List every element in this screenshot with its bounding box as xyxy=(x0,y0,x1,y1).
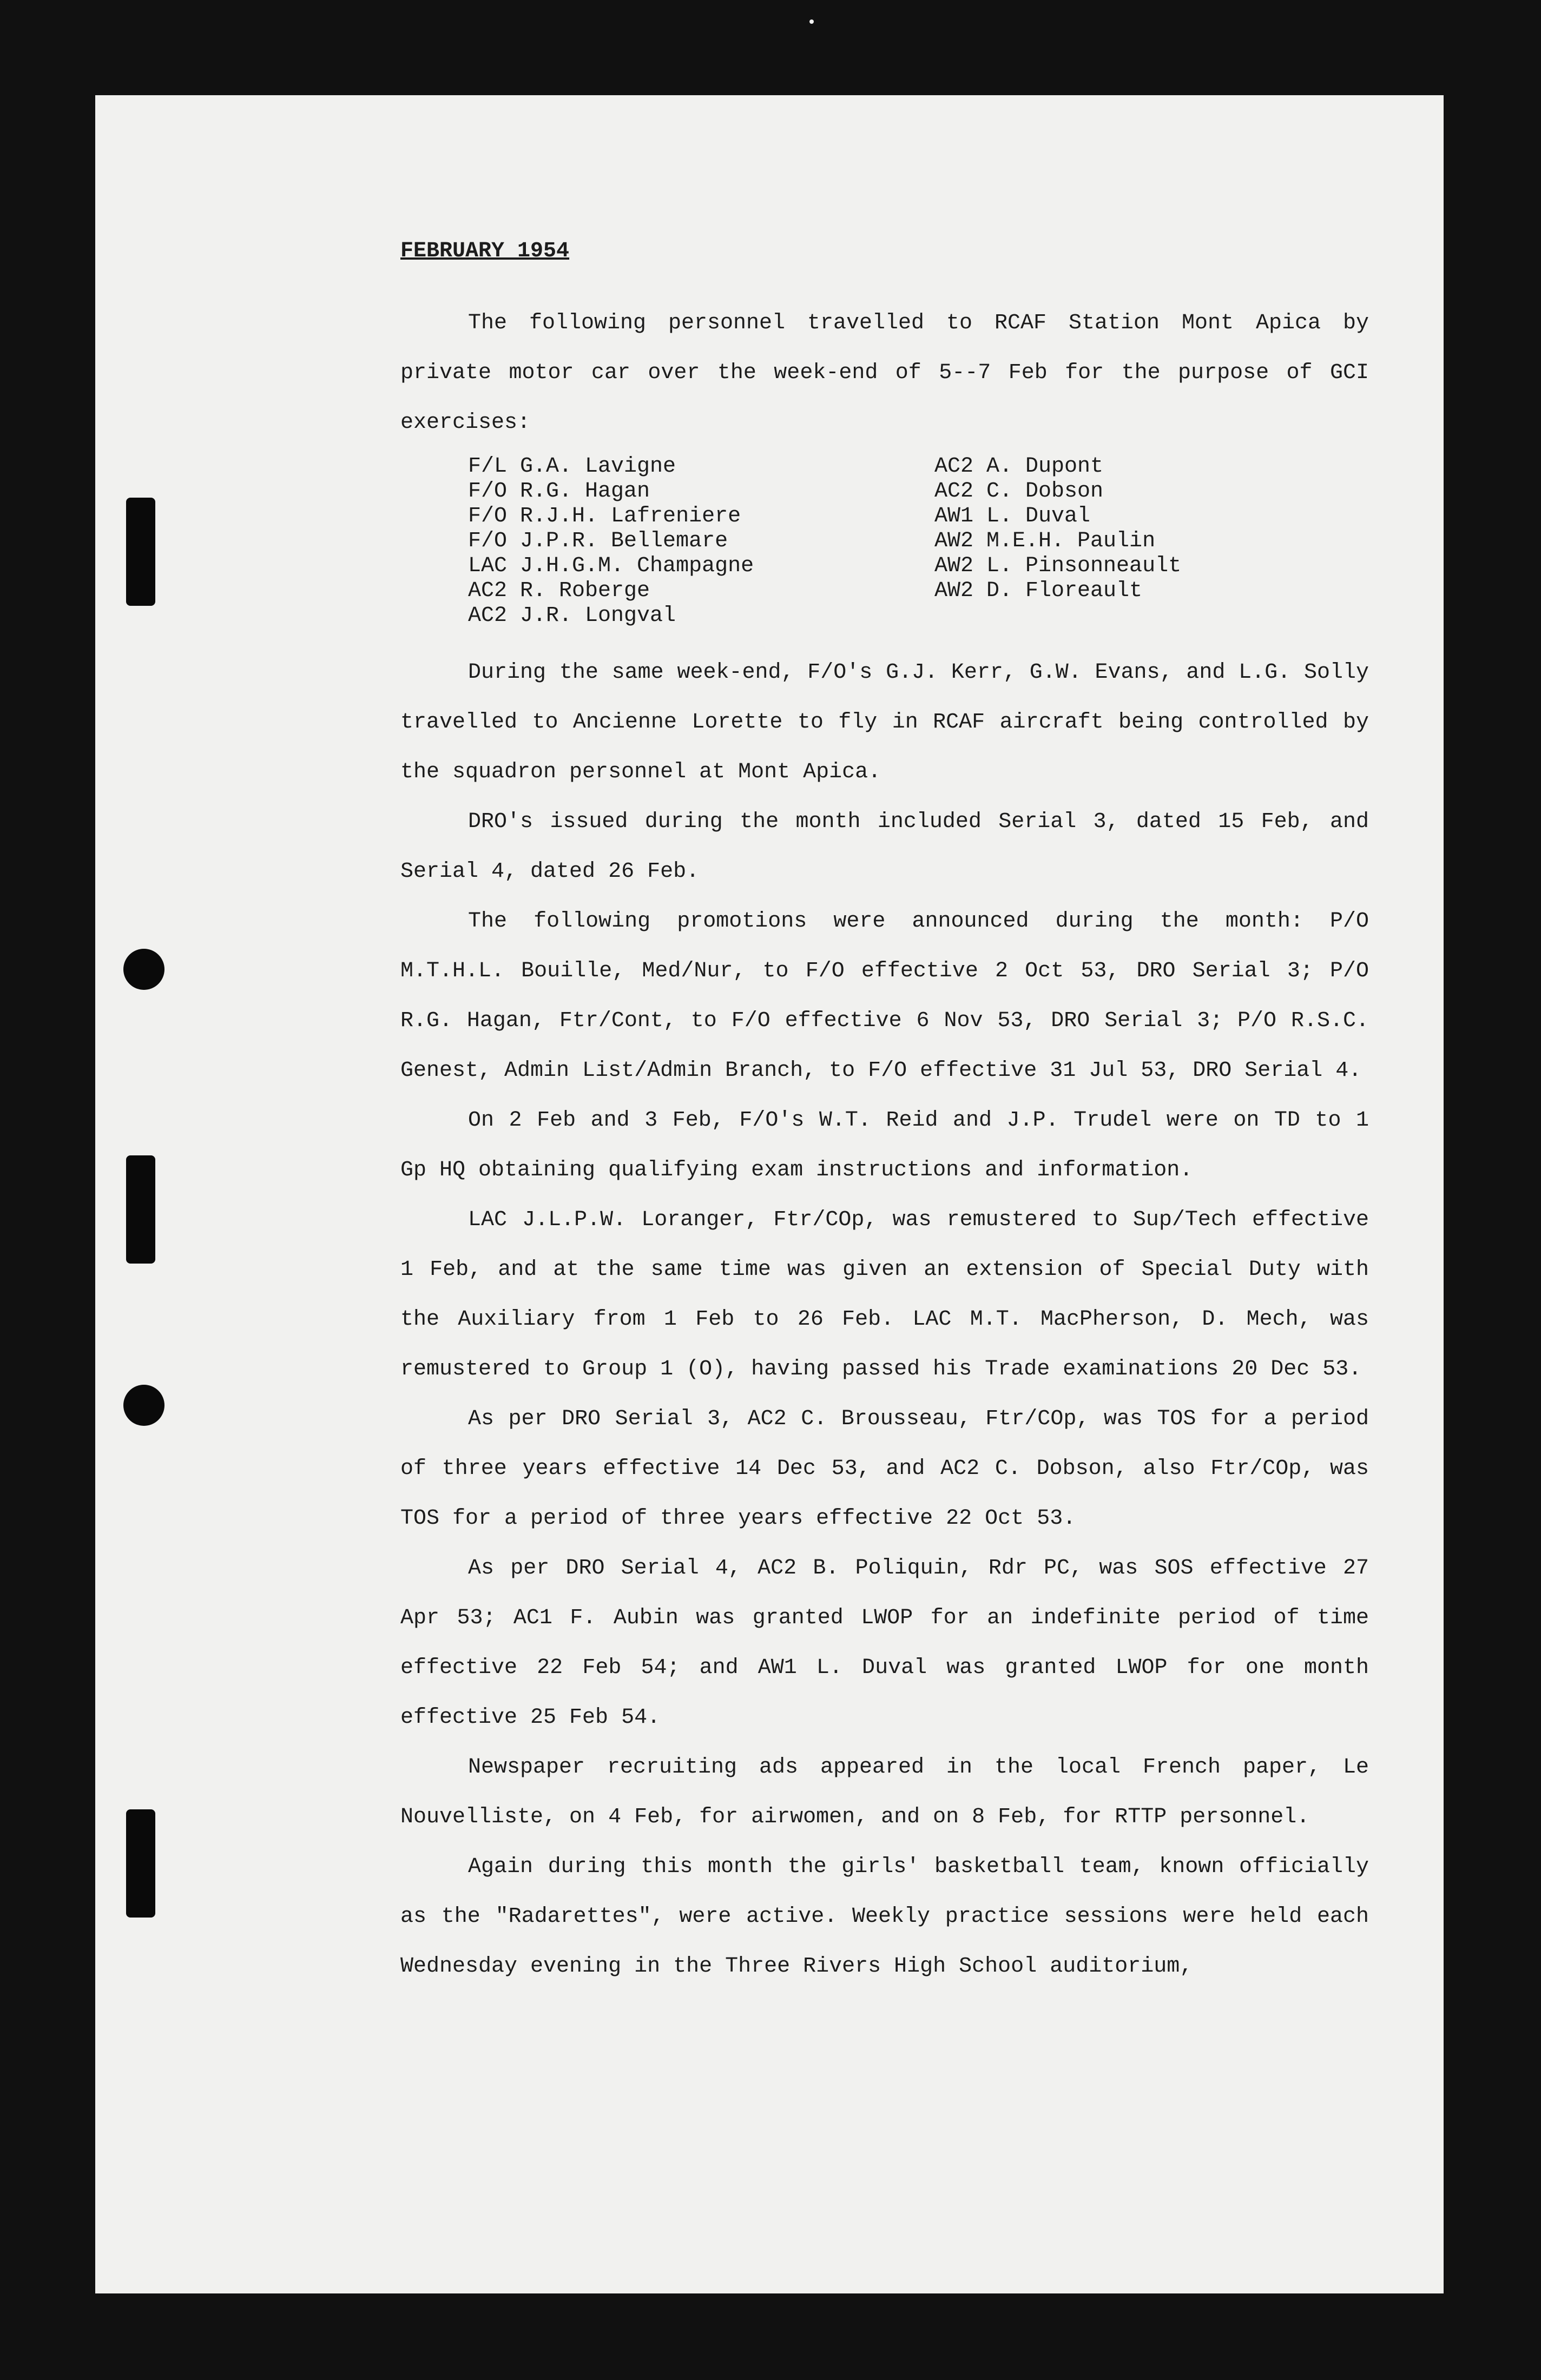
binder-hole-bottom xyxy=(126,1809,155,1918)
roster-entry: LAC J.H.G.M. Champagne xyxy=(468,554,754,578)
punch-hole-lower xyxy=(123,1385,164,1426)
roster-entry: AC2 R. Roberge xyxy=(468,579,650,603)
paragraph-sos-lwop: As per DRO Serial 4, AC2 B. Poliquin, Rdr PC, was SOS effective 27 Apr 53; AC1 F. Aubin was granted LWOP for an indefinite period of time effective 22 Feb 54; and AW1 L. Duval was granted LWOP for one month effective 25 Feb 54. xyxy=(400,1556,1369,1730)
roster-entry: AW2 M.E.H. Paulin xyxy=(934,529,1156,553)
personnel-roster xyxy=(400,454,1369,629)
roster-entry: F/O R.G. Hagan xyxy=(468,479,650,504)
paragraph-tos: As per DRO Serial 3, AC2 C. Brousseau, Ftr/COp, was TOS for a period of three years effective 14 Dec 53, and AC2 C. Dobson, also Ftr/COp, was TOS for a period of three years effective 22 Oct 53. xyxy=(400,1407,1369,1531)
roster-right-column xyxy=(934,454,1181,629)
roster-entry: AC2 J.R. Longval xyxy=(468,604,676,628)
paragraph-td: On 2 Feb and 3 Feb, F/O's W.T. Reid and J.P. Trudel were on TD to 1 Gp HQ obtaining qualifying exam instructions and information. xyxy=(400,1108,1369,1182)
binder-hole-middle xyxy=(126,1155,155,1264)
binder-hole-top xyxy=(126,498,155,606)
roster-entry: AC2 A. Dupont xyxy=(934,454,1104,479)
paragraph-promotions: The following promotions were announced during the month: P/O M.T.H.L. Bouille, Med/Nur, to F/O effective 2 Oct 53, DRO Serial 3; P/O R.G. Hagan, Ftr/Cont, to F/O effective 6 Nov 53, DRO Serial 3; P/O R.S.C. Genest, Admin List/Admin Branch, to F/O effective 31 Jul 53, DRO Serial 4. xyxy=(400,909,1369,1083)
paragraph-remuster: LAC J.L.P.W. Loranger, Ftr/COp, was remustered to Sup/Tech effective 1 Feb, and at the same time was given an extension of Special Duty with the Auxiliary from 1 Feb to 26 Feb. LAC M.T. MacPherson, D. Mech, was remustered to Group 1 (O), having passed his Trade examinations 20 Dec 53. xyxy=(400,1208,1369,1381)
roster-entry: AW2 D. Floreault xyxy=(934,579,1143,603)
paragraph-basketball: Again during this month the girls' basketball team, known officially as the "Radarettes", were active. Weekly practice sessions were held each Wednesday evening in the Three Rivers High School auditorium, xyxy=(400,1855,1369,1979)
roster-entry: AW1 L. Duval xyxy=(934,504,1091,528)
roster-entry: AW2 L. Pinsonneault xyxy=(934,554,1182,578)
roster-entry: AC2 C. Dobson xyxy=(934,479,1104,504)
page-heading: FEBRUARY 1954 xyxy=(400,239,570,263)
roster-entry: F/O J.P.R. Bellemare xyxy=(468,529,728,553)
roster-entry: F/L G.A. Lavigne xyxy=(468,454,676,479)
roster-left-column xyxy=(468,454,934,629)
roster-entry: F/O R.J.H. Lafreniere xyxy=(468,504,741,528)
punch-hole-upper xyxy=(123,949,164,990)
paragraph-travel: The following personnel travelled to RCAF Station Mont Apica by private motor car over the week-end of 5--7 Feb for the purpose of GCI exercises: xyxy=(400,311,1369,435)
document-body xyxy=(400,238,1369,1992)
paragraph-dros: DRO's issued during the month included Serial 3, dated 15 Feb, and Serial 4, dated 26 Feb. xyxy=(400,810,1369,884)
dust-speck xyxy=(809,19,814,24)
paragraph-recruiting: Newspaper recruiting ads appeared in the local French paper, Le Nouvelliste, on 4 Feb, for airwomen, and on 8 Feb, for RTTP personnel. xyxy=(400,1755,1369,1829)
paragraph-flights: During the same week-end, F/O's G.J. Kerr, G.W. Evans, and L.G. Solly travelled to Ancienne Lorette to fly in RCAF aircraft being controlled by the squadron personnel at Mont Apica. xyxy=(400,660,1369,784)
